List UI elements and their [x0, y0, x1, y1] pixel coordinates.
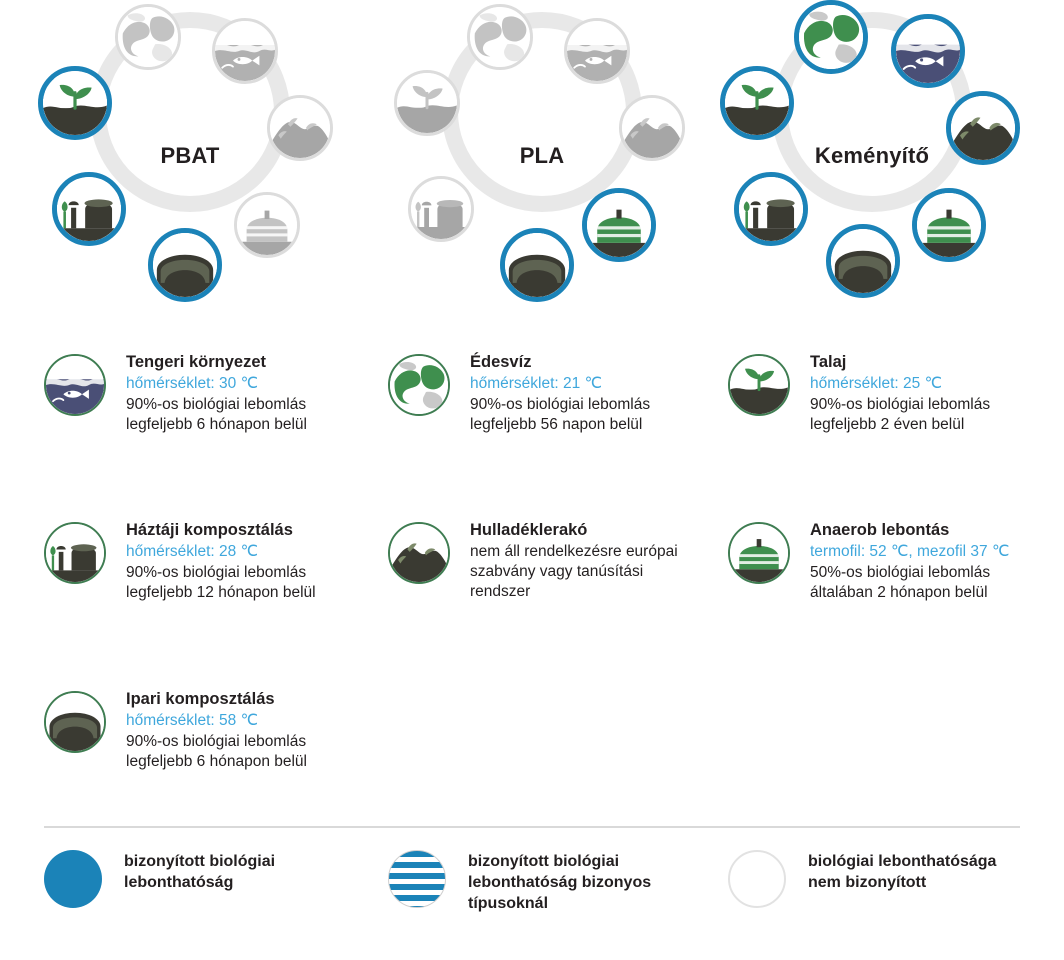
landfill-icon	[388, 522, 450, 584]
node-industrial-compost[interactable]	[826, 224, 900, 298]
card-soil	[728, 352, 1028, 435]
industrial-compost-icon	[831, 229, 895, 293]
legend-unproven	[728, 850, 1028, 894]
card-industrial-compost	[44, 689, 344, 772]
cluster-title: Keményítő	[814, 143, 930, 168]
card-temperature: hőmérséklet: 21 ℃	[470, 375, 602, 393]
card-marine	[44, 352, 344, 435]
card-description: nem áll rendelkezésre európai szabvány vagy tanúsítási rendszer	[470, 543, 678, 600]
marine-icon	[896, 19, 960, 83]
legend-label: biológiai lebonthatósága nem bizonyított	[808, 853, 997, 891]
card-title: Hulladéklerakó	[470, 521, 588, 539]
node-freshwater[interactable]	[794, 0, 868, 74]
cluster-pbat	[30, 0, 350, 330]
cluster-title: PLA	[519, 143, 565, 168]
card-title: Ipari komposztálás	[126, 690, 275, 708]
marine-icon	[567, 21, 627, 81]
card-title: Tengeri környezet	[126, 353, 266, 371]
node-home-compost[interactable]	[52, 172, 126, 246]
node-soil[interactable]	[394, 70, 460, 136]
node-marine[interactable]	[212, 18, 278, 84]
legend-label: bizonyított biológiai lebonthatóság bizonyos típusoknál	[468, 853, 652, 912]
node-anaerobic[interactable]	[582, 188, 656, 262]
legend-swatch-solid	[44, 850, 102, 908]
card-temperature: hőmérséklet: 30 ℃	[126, 375, 258, 393]
node-home-compost[interactable]	[734, 172, 808, 246]
legend-swatch-empty	[728, 850, 786, 908]
card-description: 90%-os biológiai lebomlás legfeljebb 2 éven belül	[810, 395, 991, 433]
node-anaerobic[interactable]	[234, 192, 300, 258]
card-title: Édesvíz	[470, 353, 532, 371]
node-soil[interactable]	[38, 66, 112, 140]
card-description: 90%-os biológiai lebomlás legfeljebb 6 hónapon belül	[126, 732, 307, 770]
home-compost-icon	[57, 177, 121, 241]
anaerobic-icon	[917, 193, 981, 257]
industrial-compost-icon	[505, 233, 569, 297]
freshwater-icon	[118, 7, 178, 67]
node-soil[interactable]	[720, 66, 794, 140]
landfill-icon	[622, 98, 682, 158]
node-anaerobic[interactable]	[912, 188, 986, 262]
card-title: Talaj	[810, 353, 847, 371]
legend-label: bizonyított biológiai lebonthatóság	[124, 853, 276, 891]
card-description: 90%-os biológiai lebomlás legfeljebb 6 hónapon belül	[126, 395, 307, 433]
landfill-icon	[951, 96, 1015, 160]
cluster-title: PBAT	[160, 143, 220, 168]
card-description: 90%-os biológiai lebomlás legfeljebb 56 napon belül	[470, 395, 651, 433]
home-compost-icon	[411, 179, 471, 239]
home-compost-icon	[739, 177, 803, 241]
card-landfill	[388, 520, 688, 602]
soil-icon	[728, 354, 790, 416]
legend-partial	[388, 850, 688, 914]
node-landfill[interactable]	[619, 95, 685, 161]
card-title: Háztáji komposztálás	[126, 521, 293, 539]
node-landfill[interactable]	[946, 91, 1020, 165]
section-divider	[44, 826, 1020, 828]
node-landfill[interactable]	[267, 95, 333, 161]
card-title: Anaerob lebontás	[810, 521, 950, 539]
card-temperature: hőmérséklet: 28 ℃	[126, 543, 258, 561]
node-freshwater[interactable]	[115, 4, 181, 70]
industrial-compost-icon	[44, 691, 106, 753]
soil-icon	[725, 71, 789, 135]
node-industrial-compost[interactable]	[500, 228, 574, 302]
anaerobic-icon	[237, 195, 297, 255]
industrial-compost-icon	[153, 233, 217, 297]
node-marine[interactable]	[564, 18, 630, 84]
freshwater-icon	[388, 354, 450, 416]
cluster-starch	[712, 0, 1032, 330]
freshwater-icon	[470, 7, 530, 67]
card-description: 50%-os biológiai lebomlás általában 2 hónapon belül	[810, 563, 991, 601]
legend-swatch-striped	[388, 850, 446, 908]
node-marine[interactable]	[891, 14, 965, 88]
node-home-compost[interactable]	[408, 176, 474, 242]
legend-proven	[44, 850, 344, 894]
biodegradability-diagrams	[0, 0, 1064, 340]
marine-icon	[215, 21, 275, 81]
cluster-pla	[382, 0, 702, 330]
card-temperature: hőmérséklet: 25 ℃	[810, 375, 942, 393]
node-industrial-compost[interactable]	[148, 228, 222, 302]
node-freshwater[interactable]	[467, 4, 533, 70]
card-description: 90%-os biológiai lebomlás legfeljebb 12 hónapon belül	[126, 563, 316, 601]
anaerobic-icon	[587, 193, 651, 257]
marine-icon	[44, 354, 106, 416]
home-compost-icon	[44, 522, 106, 584]
freshwater-icon	[799, 5, 863, 69]
anaerobic-icon	[728, 522, 790, 584]
landfill-icon	[270, 98, 330, 158]
card-temperature: termofil: 52 ℃, mezofil 37 ℃	[810, 543, 1010, 561]
card-freshwater	[388, 352, 688, 435]
card-home-compost	[44, 520, 344, 603]
soil-icon	[43, 71, 107, 135]
soil-icon	[397, 73, 457, 133]
card-anaerobic	[728, 520, 1028, 603]
card-temperature: hőmérséklet: 58 ℃	[126, 712, 258, 730]
